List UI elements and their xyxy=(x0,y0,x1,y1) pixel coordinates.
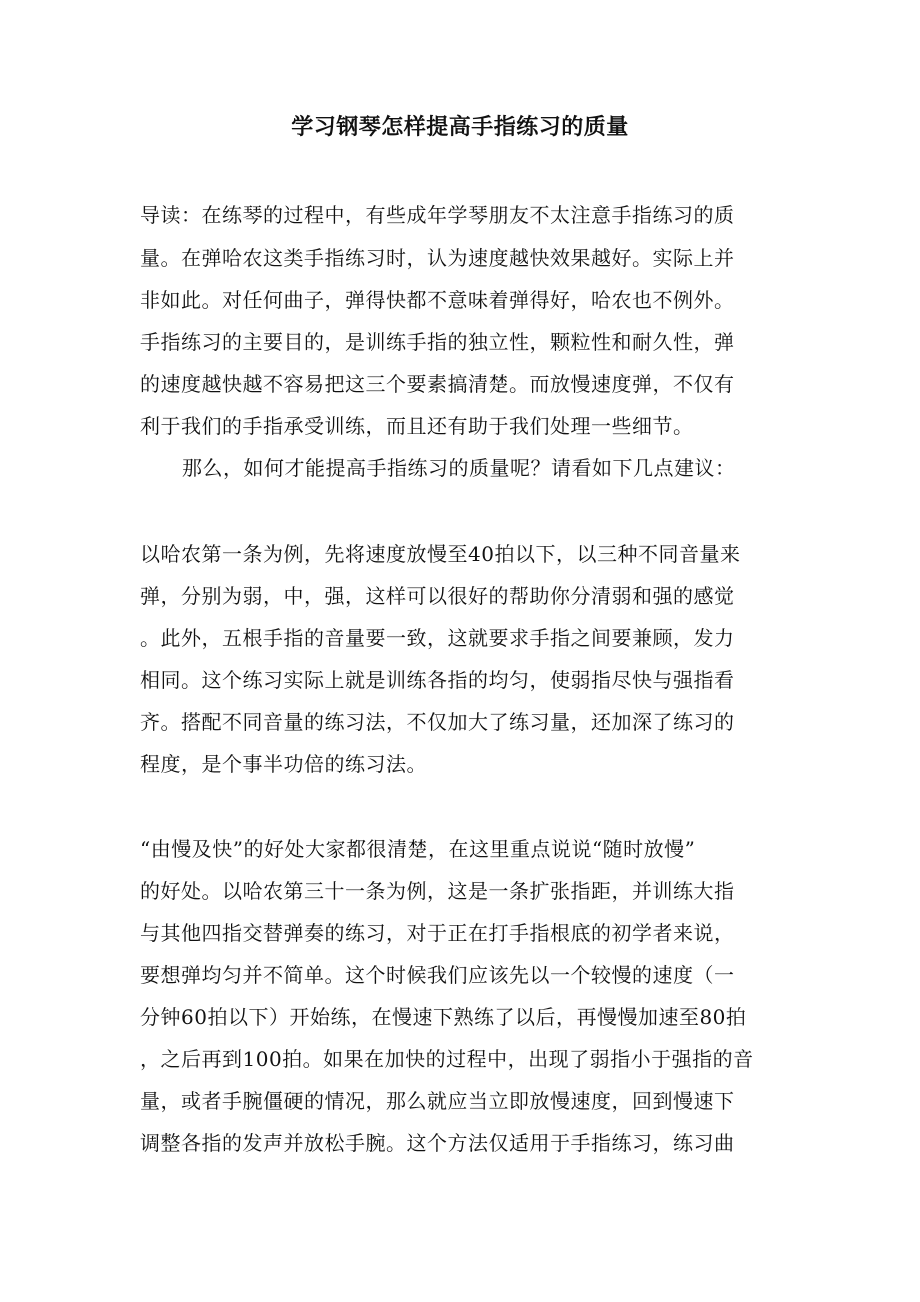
intro-line: 非如此。对任何曲子，弹得快都不意味着弹得好，哈农也不例外。 xyxy=(140,288,735,312)
paragraph-line: 齐。搭配不同音量的练习法，不仅加大了练习量，还加深了练习的 xyxy=(140,710,735,734)
paragraph-line: 要想弹均匀并不简单。这个时候我们应该先以一个较慢的速度（一 xyxy=(140,963,735,987)
paragraph-line: 调整各指的发声并放松手腕。这个方法仅适用于手指练习，练习曲 xyxy=(140,1131,735,1155)
lead-paragraph: 那么，如何才能提高手指练习的质量呢？请看如下几点建议： xyxy=(182,456,736,480)
paragraph-line: 分钟60拍以下）开始练，在慢速下熟练了以后，再慢慢加速至80拍 xyxy=(140,1005,747,1029)
paragraph-line: 量，或者手腕僵硬的情况，那么就应当立即放慢速度，回到慢速下 xyxy=(140,1089,735,1113)
paragraph-line: ，之后再到100拍。如果在加快的过程中，出现了弱指小于强指的音 xyxy=(140,1047,754,1071)
intro-line: 的速度越快越不容易把这三个要素搞清楚。而放慢速度弹，不仅有 xyxy=(140,372,735,396)
paragraph-line: 。此外，五根手指的音量要一致，这就要求手指之间要兼顾，发力 xyxy=(140,626,735,650)
intro-line: 利于我们的手指承受训练，而且还有助于我们处理一些细节。 xyxy=(140,414,694,438)
intro-line: 导读：在练琴的过程中，有些成年学琴朋友不太注意手指练习的质 xyxy=(140,203,735,227)
intro-line: 量。在弹哈农这类手指练习时，认为速度越快效果越好。实际上并 xyxy=(140,246,735,270)
page-title: 学习钢琴怎样提高手指练习的质量 xyxy=(291,114,629,140)
paragraph-line: 的好处。以哈农第三十一条为例，这是一条扩张指距，并训练大指 xyxy=(140,879,735,903)
paragraph-line: 相同。这个练习实际上就是训练各指的均匀，使弱指尽快与强指看 xyxy=(140,668,735,692)
intro-line: 手指练习的主要目的，是训练手指的独立性，颗粒性和耐久性，弹 xyxy=(140,330,735,354)
paragraph-line: 以哈农第一条为例，先将速度放慢至40拍以下，以三种不同音量来 xyxy=(140,542,741,566)
paragraph-line: 程度，是个事半功倍的练习法。 xyxy=(140,752,427,776)
paragraph-line: 弹，分别为弱，中，强，这样可以很好的帮助你分清弱和强的感觉 xyxy=(140,584,735,608)
paragraph-line: 与其他四指交替弹奏的练习，对于正在打手指根底的初学者来说， xyxy=(140,921,735,945)
paragraph-line: “由慢及快”的好处大家都很清楚，在这里重点说说“随时放慢” xyxy=(140,837,696,861)
